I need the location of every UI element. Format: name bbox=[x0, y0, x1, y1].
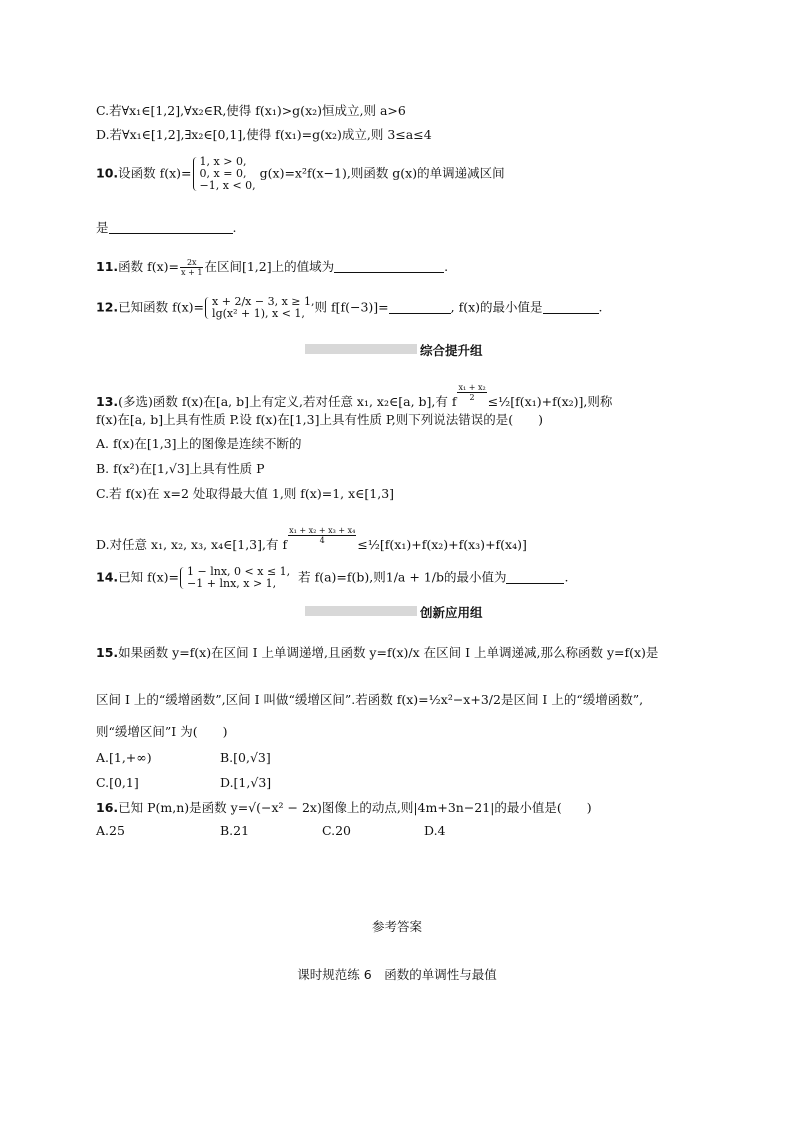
denominator: x + 1 bbox=[181, 268, 203, 277]
piecewise-brace bbox=[204, 296, 314, 320]
q10-answer-line: 是 . bbox=[96, 220, 237, 235]
case: lg(x² + 1), x < 1, bbox=[212, 307, 305, 320]
q15-option-c: C.[0,1] bbox=[96, 775, 139, 790]
answer-blank bbox=[543, 301, 599, 314]
question-number: 10. bbox=[96, 165, 119, 181]
question-number: 16. bbox=[96, 800, 119, 815]
q13-line1b: ≤½[f(x₁)+f(x₂)],则称 bbox=[487, 394, 613, 409]
piecewise-brace bbox=[192, 156, 256, 192]
answer-blank bbox=[389, 301, 451, 314]
question-number: 12. bbox=[96, 299, 119, 315]
q13-option-d-lead: D.对任意 x₁, x₂, x₃, x₄∈[1,3],有 f bbox=[96, 537, 288, 552]
q16-option-a: A.25 bbox=[96, 823, 125, 838]
question-number: 13. bbox=[96, 394, 119, 409]
q15-line3: 则“缓增区间”I 为( ) bbox=[96, 724, 228, 739]
question-10 bbox=[96, 156, 505, 192]
section-bar bbox=[305, 344, 417, 354]
question-11: 11.函数 f(x)= $\frac{2x}{x + 1}$ 在区间[1,2]上的值域为 . bbox=[96, 258, 449, 277]
q16-line1: 已知 P(m,n)是函数 y=√(−x² − 2x)图像上的动点,则|4m+3n−21|的最小值是( ) bbox=[118, 800, 592, 815]
question-number: 14. bbox=[96, 569, 119, 585]
section-title: 创新应用组 bbox=[420, 605, 483, 620]
fraction: $\frac{\text{x₁ + x₂}}{2}$ bbox=[458, 383, 486, 402]
question-number: 15. bbox=[96, 645, 119, 660]
q14-lead: 已知 f(x)= bbox=[118, 569, 180, 585]
q11-tail: 在区间[1,2]上的值域为 bbox=[204, 259, 335, 274]
q13-option-d bbox=[96, 526, 527, 553]
question-16 bbox=[96, 800, 592, 816]
q15-option-d: D.[1,√3] bbox=[220, 775, 272, 790]
q16-option-d: D.4 bbox=[424, 823, 446, 838]
q12-lead: 已知函数 f(x)= bbox=[118, 299, 205, 315]
q16-option-c: C.20 bbox=[322, 823, 351, 838]
case: 1 − lnx, 0 < x ≤ 1, bbox=[187, 565, 291, 578]
lesson-title: 课时规范练 6 函数的单调性与最值 bbox=[297, 967, 497, 982]
q10-cont: 是 bbox=[96, 220, 109, 235]
answers-title: 参考答案 bbox=[371, 919, 422, 934]
q15-line2: 区间 I 上的“缓增函数”,区间 I 叫做“缓增区间”.若函数 f(x)=½x²−x+3/2是区间 I 上的“缓增函数”, bbox=[96, 692, 644, 707]
q14-tail: 若 f(a)=f(b),则1/a + 1/b的最小值为 bbox=[298, 569, 507, 585]
q13-line1: (多选)函数 f(x)在[a, b]上有定义,若对任意 x₁, x₂∈[a, b],有 f bbox=[118, 394, 457, 409]
q13-option-a: A. f(x)在[1,3]上的图像是连续不断的 bbox=[96, 436, 302, 451]
q11-lead: 函数 f(x)= bbox=[118, 259, 180, 274]
q12-tail1: 则 f[f(−3)]= bbox=[314, 299, 389, 315]
q13-option-d-tail: ≤½[f(x₁)+f(x₂)+f(x₃)+f(x₄)] bbox=[357, 537, 527, 552]
answer-blank bbox=[109, 221, 233, 234]
q12-tail2: , f(x)的最小值是 bbox=[450, 299, 543, 315]
fraction bbox=[180, 258, 203, 277]
answer-blank bbox=[506, 571, 564, 584]
case: −1 + lnx, x > 1, bbox=[187, 577, 277, 590]
question-13 bbox=[96, 383, 612, 410]
q16-option-b: B.21 bbox=[220, 823, 250, 838]
q13-line2: f(x)在[a, b]上具有性质 P.设 f(x)在[1,3]上具有性质 P,则下列说法错误的是( ) bbox=[96, 412, 544, 427]
q15-option-a: A.[1,+∞) bbox=[96, 750, 152, 765]
q13-option-b: B. f(x²)在[1,√3]上具有性质 P bbox=[96, 461, 265, 476]
question-14: 14.已知 f(x)= 1 − lnx, 0 < x ≤ 1, −1 + lnx, x > 1, 若 f(a)=f(b),则1/a + 1/b的最小值为 . bbox=[96, 565, 569, 590]
case: x + 2/x − 3, x ≥ 1, bbox=[212, 295, 315, 308]
fraction: $\frac{\text{x₁ + x₂ + x₃ + x₄}}{4}$ bbox=[289, 526, 356, 545]
section-bar bbox=[305, 606, 417, 616]
q9-option-c: C.若∀x₁∈[1,2],∀x₂∈R,使得 f(x₁)>g(x₂)恒成立,则 a>6 bbox=[96, 103, 406, 118]
case: 1, x > 0, bbox=[199, 155, 247, 168]
q15-line1: 如果函数 y=f(x)在区间 I 上单调递增,且函数 y=f(x)/x 在区间 I 上单调递减,那么称函数 y=f(x)是 bbox=[118, 645, 659, 660]
q9-option-d: D.若∀x₁∈[1,2],∃x₂∈[0,1],使得 f(x₁)=g(x₂)成立,则 3≤a≤4 bbox=[96, 127, 432, 142]
question-15-line1 bbox=[96, 645, 658, 661]
piecewise-brace bbox=[179, 566, 290, 590]
question-number: 11. bbox=[96, 259, 119, 274]
answer-blank bbox=[334, 260, 444, 273]
q13-option-c: C.若 f(x)在 x=2 处取得最大值 1,则 f(x)=1, x∈[1,3] bbox=[96, 486, 395, 501]
section-title: 综合提升组 bbox=[420, 343, 483, 358]
q10-lead: 设函数 f(x)= bbox=[118, 165, 192, 181]
case: 0, x = 0, bbox=[199, 167, 247, 180]
case: −1, x < 0, bbox=[199, 179, 256, 192]
q10-tail: g(x)=x²f(x−1),则函数 g(x)的单调递减区间 bbox=[259, 165, 505, 181]
numerator: 2x bbox=[180, 258, 203, 268]
question-12: 12.已知函数 f(x)= x + 2/x − 3, x ≥ 1, lg(x² + 1), x < 1, 则 f[f(−3)]= , f(x)的最小值是 . bbox=[96, 295, 603, 320]
q15-option-b: B.[0,√3] bbox=[220, 750, 271, 765]
